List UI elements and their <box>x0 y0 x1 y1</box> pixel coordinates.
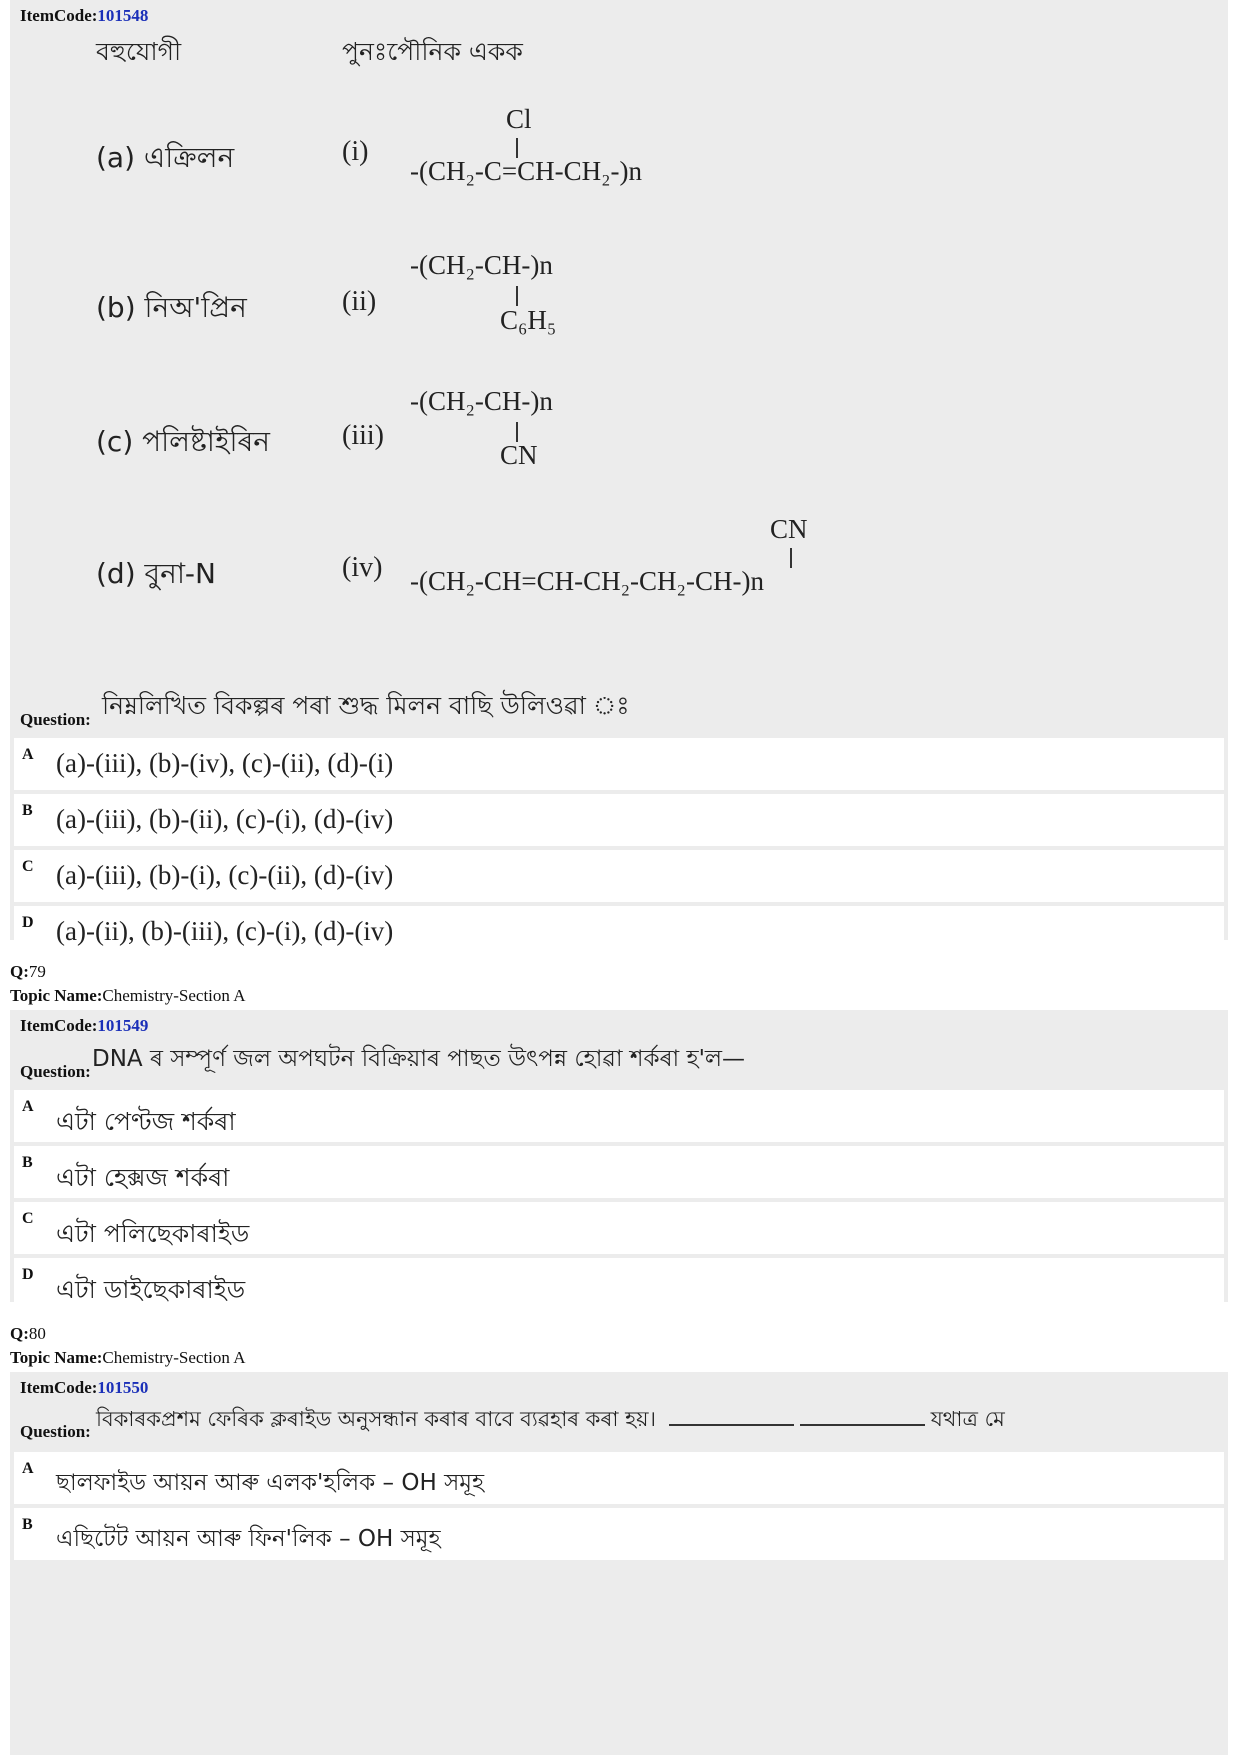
itemcode-value: 101550 <box>97 1378 149 1397</box>
itemcode-value: 101549 <box>97 1016 149 1035</box>
options-list <box>10 734 1228 958</box>
match-right-i: (i) <box>342 136 369 167</box>
formula-ii-bond <box>516 286 518 306</box>
question-label: Question: <box>20 1062 91 1081</box>
column-header-left: বহুযোগী <box>96 37 182 66</box>
itemcode-row: ItemCode:101548 <box>20 6 149 25</box>
option-a[interactable]: A ছালফাইড আয়ন আৰু এলক'হলিক – OH সমূহ <box>14 1452 1224 1504</box>
formula-i-bond <box>516 138 518 158</box>
question-label: Question: <box>20 1422 91 1441</box>
question-card-101550 <box>10 1372 1228 1755</box>
topic-name: Chemistry-Section A <box>102 1348 246 1367</box>
option-c[interactable]: C এটা পলিছেকাৰাইড <box>14 1202 1224 1254</box>
formula-iii: -(CH₂-CH-)n <box>410 386 553 416</box>
option-b[interactable]: B এটা হেক্সজ শৰ্কৰা <box>14 1146 1224 1198</box>
itemcode-value: 101548 <box>97 6 149 25</box>
question-card-101549 <box>10 1010 1228 1302</box>
question-header-79: Q:79 Topic Name:Chemistry-Section A <box>10 962 246 1005</box>
match-right-ii: (ii) <box>342 286 377 317</box>
option-a[interactable]: A (a)-(iii), (b)-(iv), (c)-(ii), (d)-(i) <box>14 738 1224 790</box>
formula-iv-bond <box>790 548 792 568</box>
options-list <box>10 1086 1228 1310</box>
blank-1 <box>669 1402 794 1426</box>
formula-i-top: Cl <box>506 104 532 134</box>
match-right-iii: (iii) <box>342 420 384 451</box>
itemcode-row: ItemCode:101550 <box>20 1378 149 1397</box>
question-number: 80 <box>28 1324 46 1343</box>
formula-i: -(CH₂-C=CH-CH₂-)n <box>410 156 643 186</box>
match-left-a: (a) এক্রিলন <box>96 141 235 174</box>
options-list <box>10 1448 1228 1560</box>
option-c[interactable]: C (a)-(iii), (b)-(i), (c)-(ii), (d)-(iv) <box>14 850 1224 902</box>
formula-ii: -(CH₂-CH-)n <box>410 250 553 280</box>
option-d[interactable]: D এটা ডাইছেকাৰাইড <box>14 1258 1224 1310</box>
match-left-b: (b) নিঅ'প্ৰিন <box>96 291 247 324</box>
question-text: নিম্নলিখিত বিকল্পৰ পৰা শুদ্ধ মিলন বাছি উলিওৱা ঃ <box>102 691 630 720</box>
formula-ii-sub: C₆H₅ <box>500 305 557 335</box>
match-left-c: (c) পলিষ্টাইৰিন <box>96 425 270 458</box>
topic-name: Chemistry-Section A <box>102 986 246 1005</box>
column-header-right: পুনঃপৌনিক একক <box>342 37 523 66</box>
itemcode-row: ItemCode:101549 <box>20 1016 149 1035</box>
match-left-d: (d) বুনা-N <box>96 557 216 590</box>
question-card-101548 <box>10 0 1228 946</box>
match-right-iv: (iv) <box>342 552 383 583</box>
blank-2 <box>800 1402 925 1426</box>
formula-iv-top: CN <box>770 514 808 544</box>
question-number: 79 <box>28 962 46 981</box>
formula-iii-bond <box>516 422 518 442</box>
option-a[interactable]: A এটা পেণ্টজ শৰ্কৰা <box>14 1090 1224 1142</box>
formula-iii-sub: CN <box>500 440 538 470</box>
question-text: DNA ৰ সম্পূৰ্ণ জল অপঘটন বিক্ৰিয়াৰ পাছত উৎপন্ন হোৱা শৰ্কৰা হ'ল— <box>92 1046 746 1072</box>
question-text: বিকাৰকপ্ৰশম ফেৰিক ক্লৰাইড অনুসন্ধান কৰাৰ বাবে ব্যৱহাৰ কৰা হয়। যথাত্ৰ মে <box>96 1402 1005 1438</box>
formula-iv: -(CH₂-CH=CH-CH₂-CH₂-CH-)n <box>410 566 764 596</box>
option-b[interactable]: B এছিটেট আয়ন আৰু ফিন'লিক – OH সমূহ <box>14 1508 1224 1560</box>
option-b[interactable]: B (a)-(iii), (b)-(ii), (c)-(i), (d)-(iv) <box>14 794 1224 846</box>
question-header-80: Q:80 Topic Name:Chemistry-Section A <box>10 1324 246 1367</box>
option-d[interactable]: D (a)-(ii), (b)-(iii), (c)-(i), (d)-(iv) <box>14 906 1224 958</box>
question-label: Question: <box>20 710 91 729</box>
